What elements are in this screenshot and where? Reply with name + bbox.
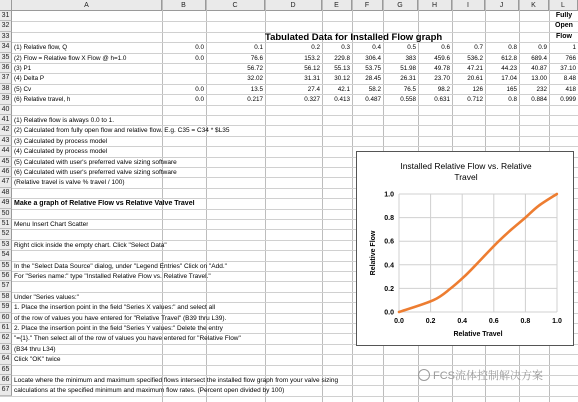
installed-flow-chart[interactable] [356,151,574,346]
column-header-k[interactable]: K [519,0,549,11]
table-cell[interactable]: 20.61 [467,75,483,83]
gridline-horizontal [0,365,578,366]
gridline-horizontal [0,125,578,126]
table-cell[interactable]: 0.712 [467,96,483,104]
table-cell[interactable]: 766 [565,54,576,62]
gridline-horizontal [0,73,578,74]
table-cell[interactable]: 17.04 [501,75,517,83]
table-cell[interactable]: 0.9 [538,44,547,52]
row-header-44[interactable]: 44 [0,146,12,156]
table-cell[interactable]: 1 [572,44,576,52]
y-tick-label: 1.0 [384,191,394,199]
select-all-corner[interactable] [0,0,12,11]
note-line: For "Series name:" type "Installed Relative Flow vs. Relative Travel." [14,273,211,280]
table-cell-b[interactable]: 0.0 [195,96,204,104]
row-header-57[interactable]: 57 [0,281,12,291]
gridline-horizontal [0,53,578,54]
table-cell[interactable]: 76.6 [250,54,263,62]
row-header-53[interactable]: 53 [0,240,12,250]
table-cell[interactable]: 0.6 [441,44,450,52]
table-cell[interactable]: 32.02 [247,75,263,83]
chart-plot [357,152,575,347]
column-header-e[interactable]: E [322,0,352,11]
table-cell[interactable]: 98.2 [437,85,450,93]
row-header-64[interactable]: 64 [0,354,12,364]
table-cell[interactable]: 30.12 [334,75,350,83]
table-cell[interactable]: 27.4 [307,85,320,93]
row-header-50[interactable]: 50 [0,209,12,219]
column-header-b[interactable]: B [162,0,206,11]
table-cell[interactable]: 165 [506,85,517,93]
table-row-label[interactable]: (1) Relative flow, Q [14,44,68,52]
wechat-icon [418,369,430,381]
note-line: Click "OK" twice [14,356,61,364]
gridline-horizontal [0,385,578,386]
column-header-g[interactable]: G [383,0,418,11]
column-header-c[interactable]: C [206,0,265,11]
table-row-label[interactable]: (6) Relative travel, h [14,96,71,104]
table-cell[interactable]: 232 [536,85,547,93]
table-cell[interactable]: 0.327 [304,96,320,104]
note-line: Under "Series values:" [14,293,79,301]
x-tick-label: 1.0 [552,318,562,325]
table-cell-b[interactable]: 0.0 [195,44,204,52]
table-cell[interactable]: 0.631 [434,96,450,104]
chart-title-line-1: Installed Relative Flow vs. Relative [400,161,532,171]
table-cell[interactable]: 28.45 [365,75,381,83]
row-header-49[interactable]: 49 [0,198,12,208]
series-line-0 [399,194,557,312]
row-header-56[interactable]: 56 [0,271,12,281]
row-header-62[interactable]: 62 [0,333,12,343]
table-cell[interactable]: 31.31 [304,75,320,83]
row-header-37[interactable]: 37 [0,73,12,83]
table-cell[interactable]: 383 [405,54,416,62]
row-header-63[interactable]: 63 [0,344,12,354]
table-row-label[interactable]: (3) P1 [14,65,32,72]
table-cell[interactable]: 49.78 [434,65,450,72]
table-cell[interactable]: 0.487 [365,96,381,104]
table-row-label[interactable]: (2) Flow = Relative flow X Flow @ h=1.0 [14,54,127,62]
gridline-horizontal [0,396,578,397]
note-line: Make a graph of Relative Flow vs Relative Valve Travel [14,200,195,208]
gridline-horizontal [0,63,578,64]
gridline-horizontal [0,115,578,116]
table-cell[interactable]: 51.98 [400,65,416,72]
table-title: Tabulated Data for Installed Flow graph [265,31,443,43]
note-line: 1. Place the insertion point in the field "Series X values:" and select all [14,304,216,312]
table-cell[interactable]: 53.75 [365,65,381,72]
x-tick-label: 0.0 [394,318,404,325]
row-header-47[interactable]: 47 [0,177,12,187]
y-tick-label: 0.6 [384,238,394,246]
y-axis-label: Relative Flow [370,230,377,276]
table-cell[interactable]: 0.5 [407,44,416,52]
row-header-40[interactable]: 40 [0,105,12,115]
table-cell[interactable]: 689.4 [531,54,547,62]
row-header-54[interactable]: 54 [0,250,12,260]
fully-open-flow-label: Flow [556,32,572,40]
table-cell-b[interactable]: 0.0 [195,85,204,93]
table-cell[interactable]: 0.4 [372,44,381,52]
table-cell[interactable]: 229.8 [334,54,350,62]
row-header-39[interactable]: 39 [0,94,12,104]
table-cell[interactable]: 0.3 [341,44,350,52]
note-line: (1) Relative flow is always 0.0 to 1. [14,117,115,124]
watermark [418,367,543,383]
row-header-55[interactable]: 55 [0,261,12,271]
note-line: Locate where the minimum and maximum specified flows intersect the installed flow graph from your valve sizing [14,377,339,384]
column-header-f[interactable]: F [352,0,383,11]
table-cell[interactable]: 306.4 [365,54,381,62]
table-cell[interactable]: 23.70 [434,75,450,83]
gridline-horizontal [0,105,578,106]
row-header-61[interactable]: 61 [0,323,12,333]
table-cell[interactable]: 0.999 [560,96,576,104]
note-line: of the row of values you have entered for "Relative Travel" (B39 thru L39). [14,314,227,322]
row-header-60[interactable]: 60 [0,313,12,323]
note-line: (3) Calculated by process model [14,137,108,145]
note-line: "={1}." Then select all of the row of values you have entered for "Relative Flow" [14,335,241,343]
row-header-66[interactable]: 66 [0,375,12,385]
column-header-d[interactable]: D [265,0,322,11]
table-cell[interactable]: 55.13 [334,65,350,72]
y-tick-label: 0.4 [384,262,394,270]
table-cell[interactable]: 0.2 [311,44,320,52]
table-cell[interactable]: 76.5 [403,85,416,93]
row-header-38[interactable]: 38 [0,84,12,94]
table-cell[interactable]: 44.23 [501,65,517,72]
row-header-52[interactable]: 52 [0,229,12,239]
note-line: (6) Calculated with user's preferred valve sizing software [14,169,177,176]
table-cell[interactable]: 40.87 [531,65,547,72]
note-line: (4) Calculated by process model [14,148,108,156]
chart-title-line-2: Travel [454,172,478,182]
gridline-horizontal [0,94,578,95]
table-cell[interactable]: 8.48 [563,75,576,83]
note-line: (Relative travel is valve % travel / 100) [14,179,125,187]
note-line: Menu Insert Chart Scatter [14,221,89,228]
column-header-h[interactable]: H [418,0,452,11]
row-header-32[interactable]: 32 [0,21,12,31]
x-tick-label: 0.8 [520,318,531,325]
column-header-i[interactable]: I [452,0,485,11]
gridline-horizontal [0,136,578,137]
row-header-59[interactable]: 59 [0,302,12,312]
note-line: (B34 thru L34) [14,345,56,353]
row-header-45[interactable]: 45 [0,157,12,167]
x-tick-label: 0.2 [425,318,436,325]
table-cell[interactable]: 13.5 [250,85,263,93]
table-cell[interactable]: 58.2 [368,85,381,93]
row-header-48[interactable]: 48 [0,188,12,198]
table-cell[interactable]: 42.1 [337,85,350,93]
row-header-46[interactable]: 46 [0,167,12,177]
y-tick-label: 0.2 [384,285,394,293]
row-header-51[interactable]: 51 [0,219,12,229]
y-tick-label: 0.0 [384,309,394,317]
x-tick-label: 0.4 [457,318,468,325]
fully-open-flow-label: Fully [555,12,573,19]
fully-open-flow-label: Open [555,22,573,30]
gridline-horizontal [0,21,578,22]
row-header-34[interactable]: 34 [0,42,12,52]
row-header-31[interactable]: 31 [0,11,12,21]
row-header-67[interactable]: 67 [0,385,12,395]
table-cell[interactable]: 13.00 [531,75,547,83]
note-line: In the "Select Data Source" dialog, under "Legend Entries" Click on "Add." [14,262,227,270]
x-tick-label: 0.6 [488,318,499,325]
note-line: calculations at the specified minimum and maximum flow rates. (Percent open divided by 100) [14,387,285,395]
table-cell[interactable]: 0.8 [508,96,517,104]
watermark-text: FCS流体控制解决方案 [433,370,543,382]
note-line: Right click inside the empty chart. Click "Select Data" [14,241,167,249]
x-axis-label: Relative Travel [453,331,503,338]
note-line: (2) Calculated from fully open flow and relative flow. E.g. C35 = C34 * $L35 [14,127,230,135]
row-header-33[interactable]: 33 [0,32,12,42]
gridline-horizontal [0,84,578,85]
row-header-58[interactable]: 58 [0,292,12,302]
row-header-43[interactable]: 43 [0,136,12,146]
row-header-42[interactable]: 42 [0,125,12,135]
table-cell[interactable]: 536.2 [467,54,483,62]
table-cell[interactable]: 459.6 [434,54,450,62]
table-cell[interactable]: 418 [565,85,576,93]
table-cell[interactable]: 0.217 [247,96,263,104]
table-cell-b[interactable]: 0.0 [195,54,204,62]
table-cell[interactable]: 26.31 [400,75,416,83]
note-line: 2. Place the insertion point in the field "Series Y values:" Delete the entry [14,325,223,332]
table-row-label[interactable]: (5) Cv [14,85,32,93]
note-line: (5) Calculated with user's preferred valve sizing software [14,158,177,166]
table-cell[interactable]: 0.7 [474,44,483,52]
row-header-36[interactable]: 36 [0,63,12,73]
table-cell[interactable]: 612.8 [501,54,517,62]
table-cell[interactable]: 47.21 [467,65,483,72]
table-cell[interactable]: 56.12 [304,65,320,72]
table-cell[interactable]: 0.884 [531,96,547,104]
table-cell[interactable]: 0.558 [400,96,416,104]
row-header-41[interactable]: 41 [0,115,12,125]
table-cell[interactable]: 153.2 [304,54,320,62]
table-cell[interactable]: 0.413 [334,96,350,104]
row-header-35[interactable]: 35 [0,53,12,63]
gridline-horizontal [0,354,578,355]
table-cell[interactable]: 126 [472,85,483,93]
y-tick-label: 0.8 [384,215,394,223]
column-header-a[interactable]: A [12,0,162,11]
column-header-j[interactable]: J [485,0,519,11]
table-cell[interactable]: 0.1 [254,44,263,52]
table-cell[interactable]: 37.10 [560,65,576,72]
gridline-horizontal [0,146,578,147]
column-header-l[interactable]: L [549,0,578,11]
row-header-65[interactable]: 65 [0,365,12,375]
table-cell[interactable]: 0.8 [508,44,517,52]
table-cell[interactable]: 56.72 [247,65,263,72]
table-row-label[interactable]: (4) Delta P [14,75,45,83]
